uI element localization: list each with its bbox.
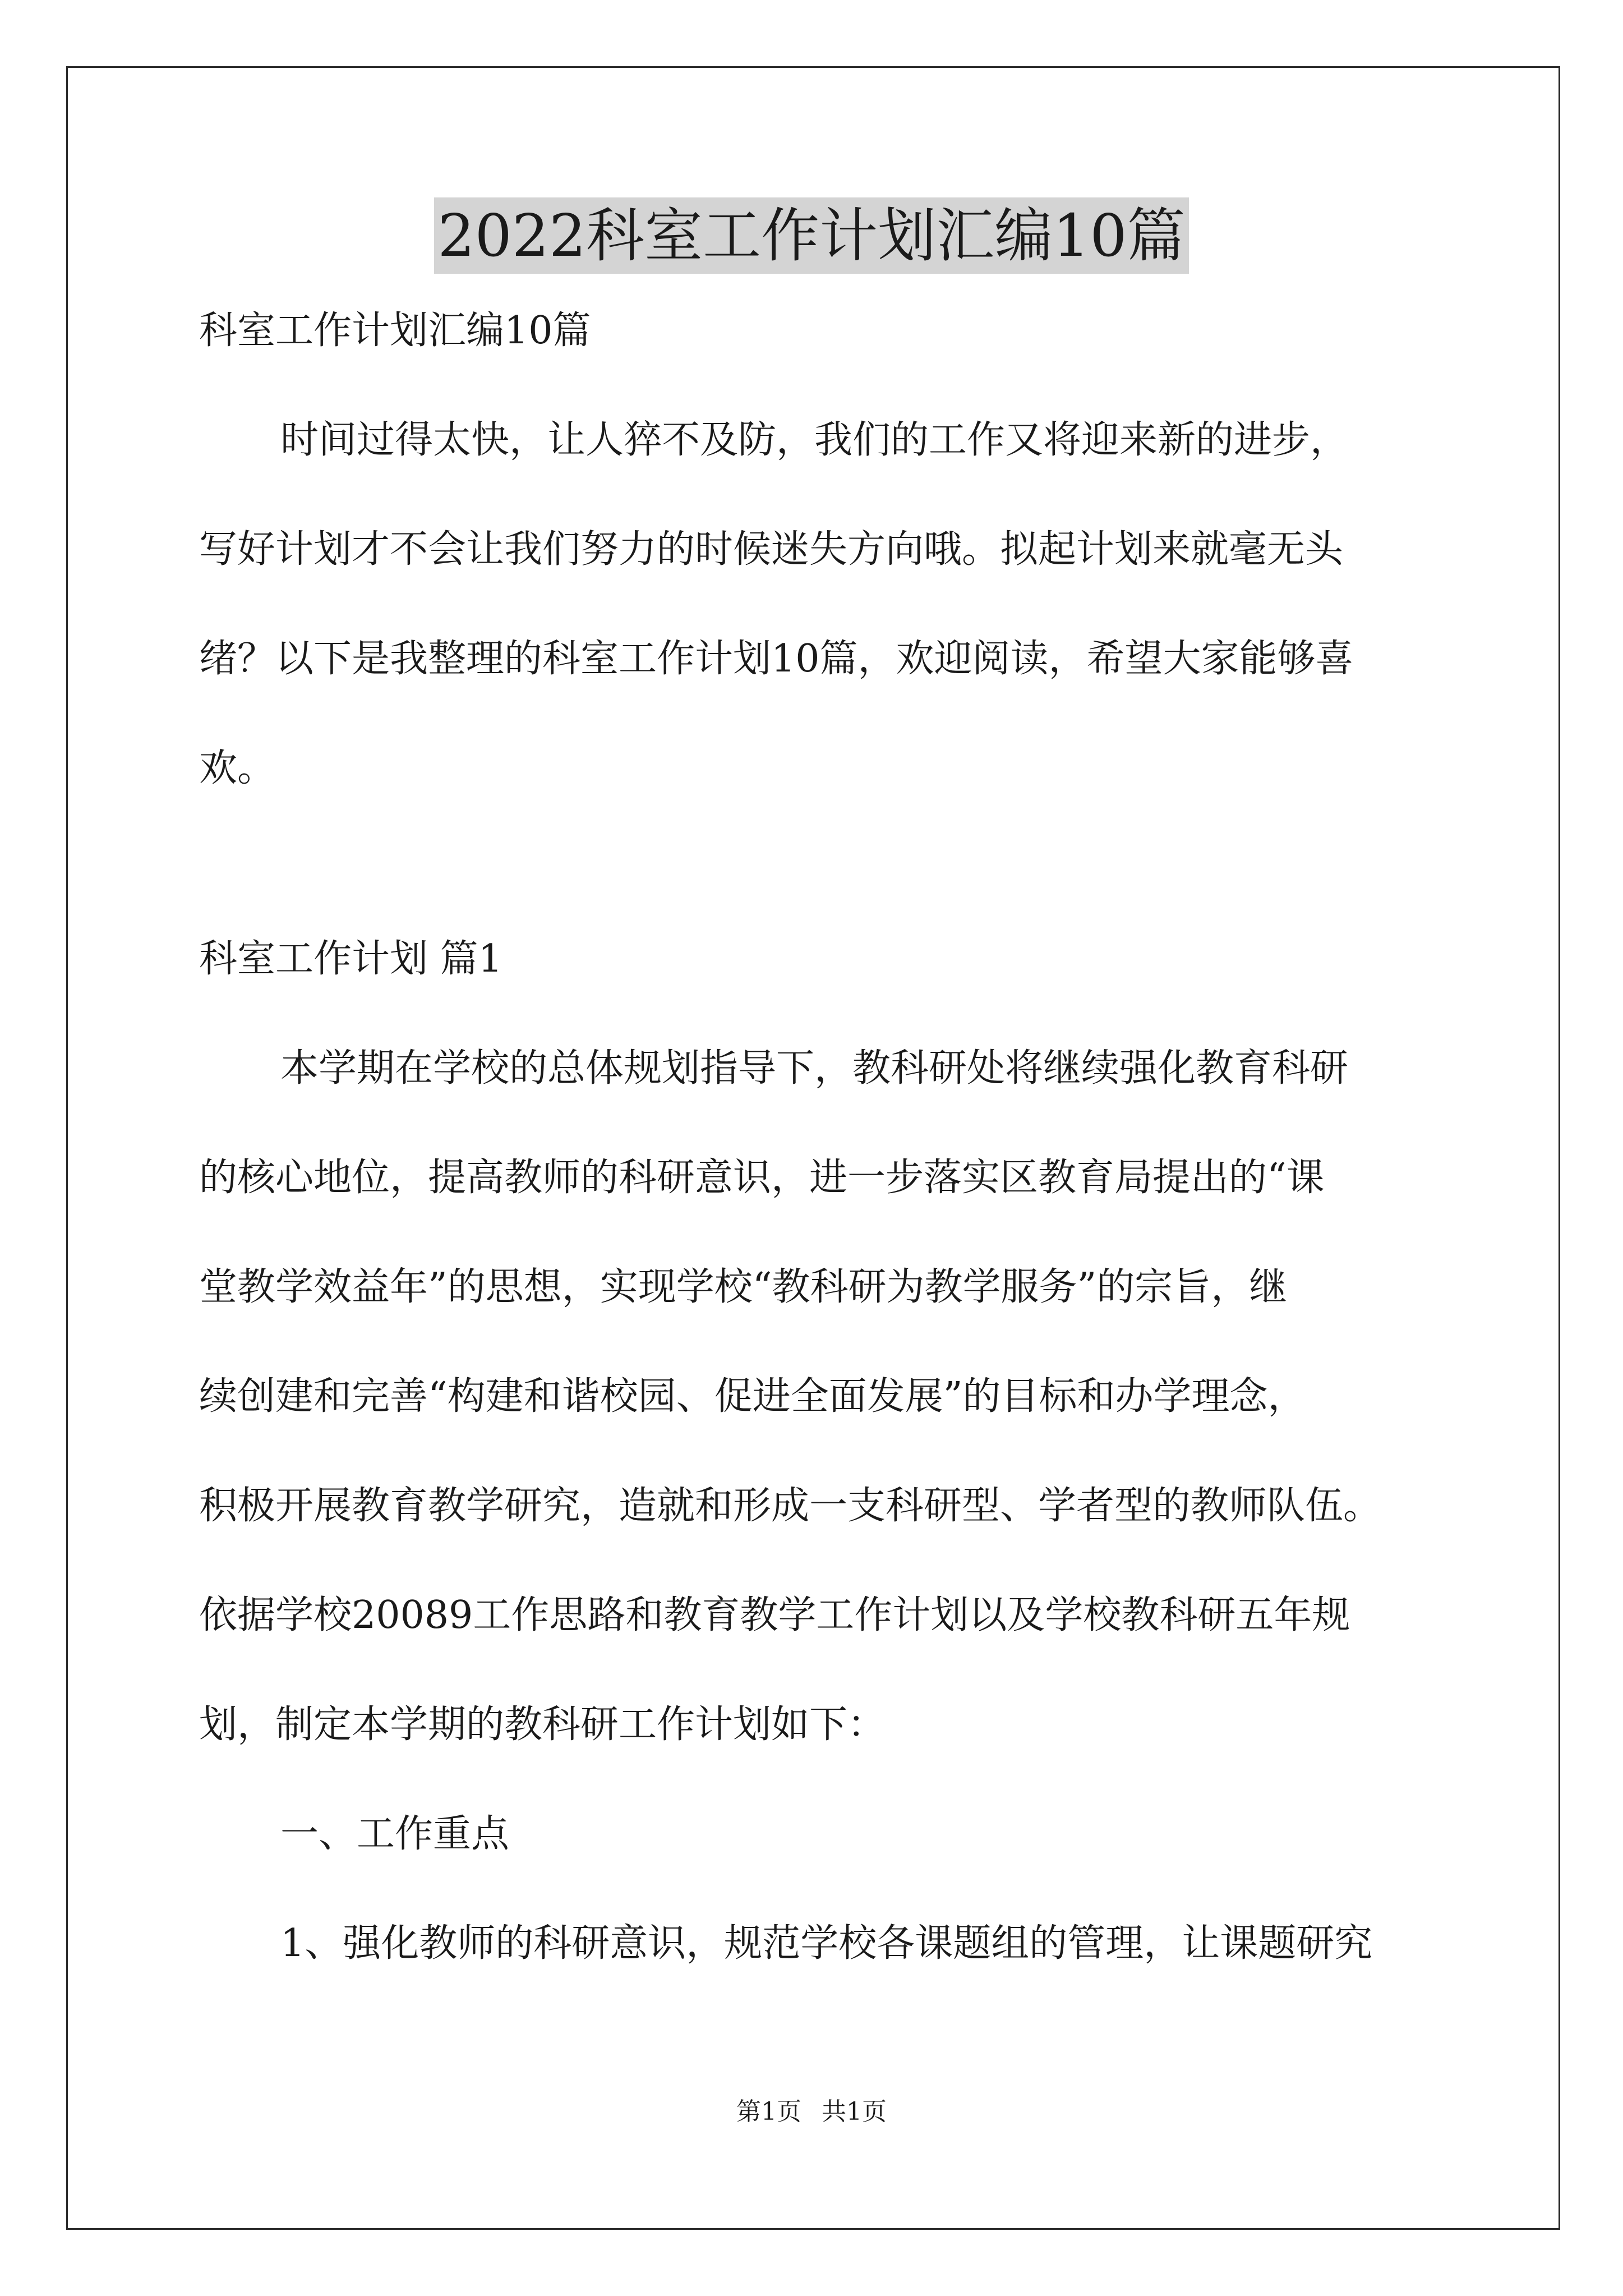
subtitle-line: 科室工作计划汇编10篇 [199,309,591,353]
page-border [66,66,1560,2230]
list-item-line: 1、强化教师的科研意识，规范学校各课题组的管理，让课题研究 [280,1921,1373,1966]
document-title [0,197,1623,274]
intro-paragraph-line: 时间过得太快，让人猝不及防，我们的工作又将迎来新的进步， [280,418,1349,462]
document-title-text: 2022科室工作计划汇编10篇 [434,197,1188,274]
subsection-heading: 一、工作重点 [280,1812,510,1856]
body-paragraph-line: 本学期在学校的总体规划指导下，教科研处将继续强化教育科研 [280,1046,1349,1091]
page-footer [0,2095,1623,2129]
intro-paragraph-line: 绪？以下是我整理的科室工作计划10篇，欢迎阅读，希望大家能够喜 [199,637,1354,681]
body-paragraph-line: 的核心地位，提高教师的科研意识，进一步落实区教育局提出的“课 [199,1156,1325,1200]
intro-paragraph-line: 写好计划才不会让我们努力的时候迷失方向哦。拟起计划来就毫无头 [199,527,1344,572]
intro-paragraph-line: 欢。 [199,746,276,790]
body-paragraph-line: 堂教学效益年”的思想，实现学校“教科研为教学服务”的宗旨，继 [199,1265,1288,1309]
body-paragraph-line: 积极开展教育教学研究，造就和形成一支科研型、学者型的教师队伍。 [199,1484,1382,1528]
body-paragraph-line: 续创建和完善“构建和谐校园、促进全面发展”的目标和办学理念， [199,1374,1306,1419]
page-number: 第1页 [736,2097,801,2126]
body-paragraph-line: 划，制定本学期的教科研工作计划如下： [199,1703,886,1747]
page-total: 共1页 [822,2097,887,2126]
section-heading: 科室工作计划 篇1 [199,937,502,981]
body-paragraph-line: 依据学校20089工作思路和教育教学工作计划以及学校教科研五年规 [199,1593,1350,1637]
